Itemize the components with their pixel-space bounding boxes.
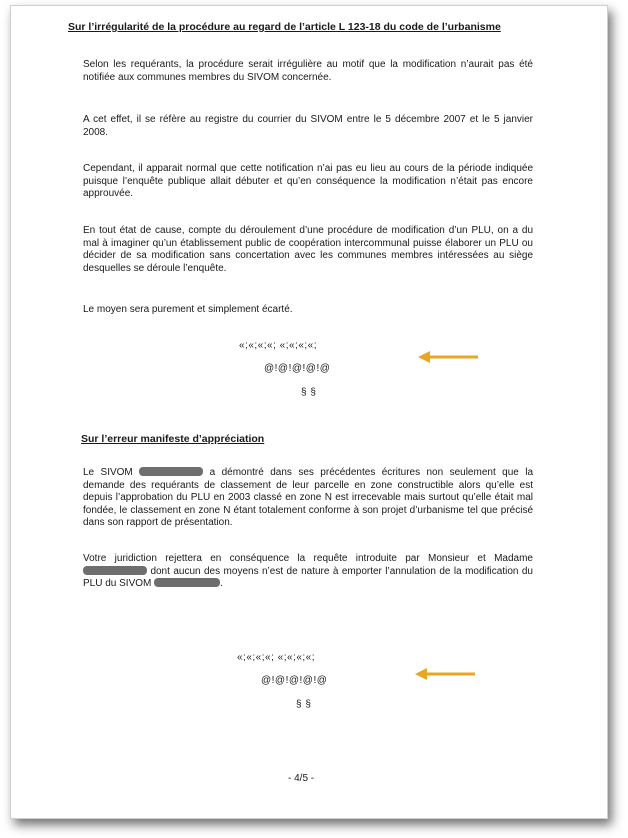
arrow-left-icon bbox=[413, 667, 477, 681]
paragraph-5: Le moyen sera purement et simplement écarté. bbox=[83, 304, 293, 315]
document-page bbox=[10, 5, 608, 819]
redaction-block bbox=[139, 467, 203, 476]
paragraph-4: En tout état de cause, compte du déroulement d’une procédure de modification d’un PLU, on a du mal à imaginer qu’un établissement public de coopération intercommunal puisse élaborer un PLU ou décider de sa modification sans concertation avec les communes membres intéressées au siège desquelles se déroule l’enquête. bbox=[83, 225, 533, 274]
section-heading-erreur: Sur l’erreur manifeste d’appréciation bbox=[81, 433, 265, 445]
redaction-block bbox=[83, 566, 147, 575]
paragraph-6 bbox=[83, 467, 533, 530]
separator-at-signs: @!@!@!@!@ bbox=[261, 675, 328, 686]
section-heading-irregularite: Sur l’irrégularité de la procédure au regard de l’article L 123-18 du code de l’urbanisme bbox=[68, 21, 501, 33]
paragraph-2: A cet effet, il se réfère au registre du courrier du SIVOM entre le 5 décembre 2007 et le 5 janvier 2008. bbox=[83, 114, 533, 138]
paragraph-6-start: Le SIVOM bbox=[83, 467, 133, 478]
paragraph-1: Selon les requérants, la procédure serait irrégulière au motif que la modification n’aurait pas été notifiée aux communes membres du SIVOM concernée. bbox=[83, 59, 533, 83]
paragraph-7-mid: dont aucun des moyens n’est de nature à emporter l’annulation de la modification du PLU du SIVOM bbox=[83, 565, 533, 589]
separator-guillemets: «;«;«;«; «;«;«;«; bbox=[239, 340, 317, 351]
paragraph-7-start: Votre juridiction rejettera en conséquence la requête introduite par Monsieur et Madame bbox=[83, 553, 533, 564]
separator-at-signs: @!@!@!@!@ bbox=[264, 363, 331, 374]
paragraph-6-rest: a démontré dans ses précédentes écritures non seulement que la demande des requérants de classement de leur parcelle en zone constructible alors qu’elle est depuis l’approbation du PLU en 2003 classé en zone N est irrecevable mais surtout qu’elle était mal fondée, le classement en zone N étant totalement conforme à son projet d’urbanisme tel que précisé dans son rapport de présentation. bbox=[83, 467, 534, 528]
paragraph-7 bbox=[83, 553, 533, 591]
separator-sections: § § bbox=[301, 387, 317, 398]
redaction-block bbox=[154, 578, 220, 587]
paragraph-7-end: . bbox=[220, 578, 223, 589]
arrow-left-icon bbox=[416, 350, 480, 364]
page-number: - 4/5 - bbox=[288, 773, 315, 784]
separator-guillemets: «;«;«;«; «;«;«;«; bbox=[237, 652, 315, 663]
paragraph-3: Cependant, il apparait normal que cette notification n’ai pas eu lieu au cours de la période indiquée puisque l’enquête publique allait débuter et qu’en conséquence la modification n’était pas encore approuvée. bbox=[83, 163, 533, 199]
separator-sections: § § bbox=[296, 699, 312, 710]
